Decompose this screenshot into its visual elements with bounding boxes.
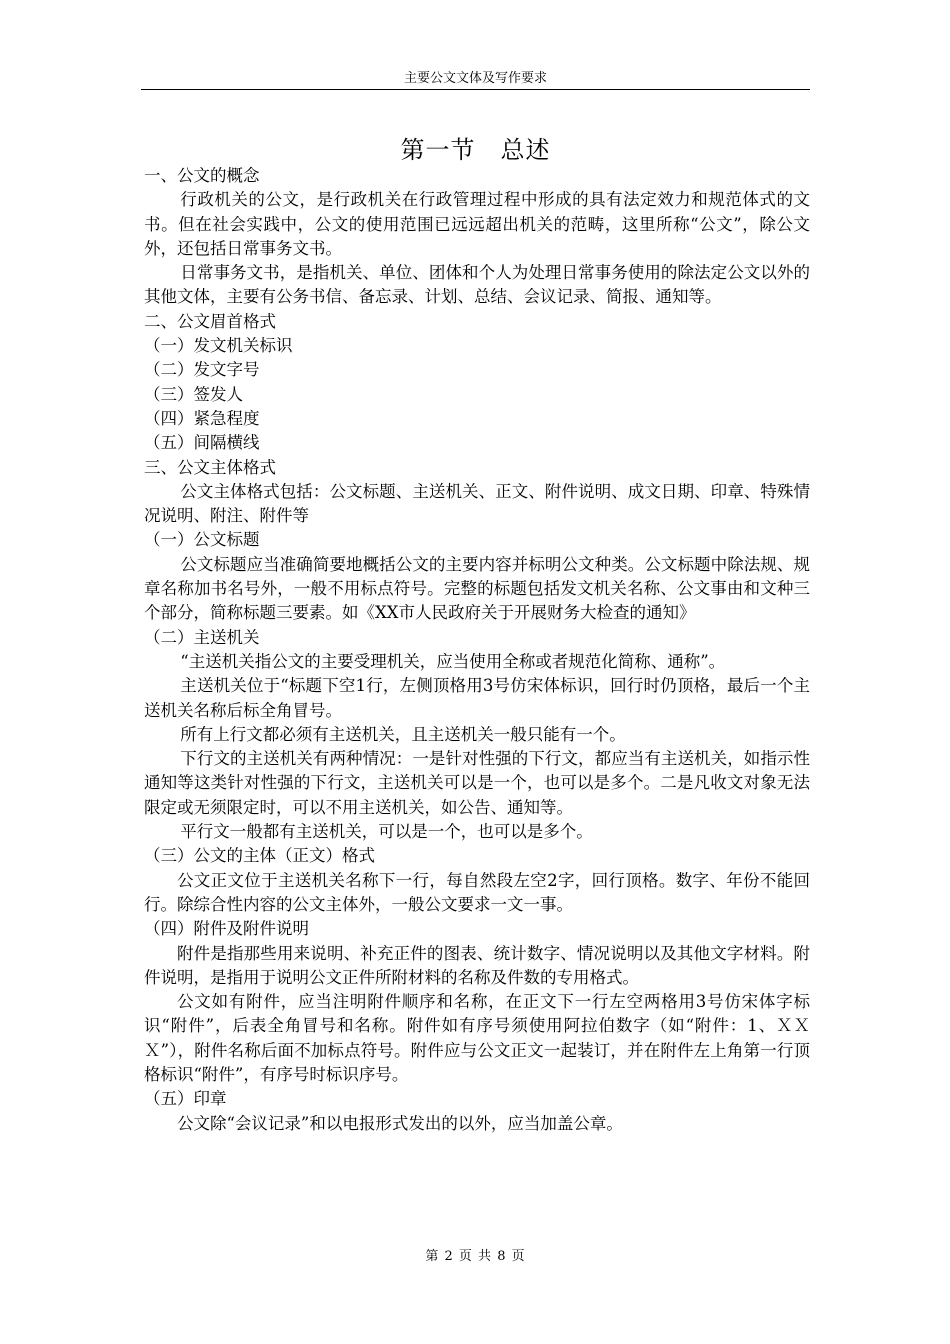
section-title: 第一节 总述	[400, 136, 551, 165]
page-header: 主要公文文体及写作要求	[403, 71, 547, 86]
subheading: （四）附件及附件说明	[144, 919, 309, 939]
heading-concept: 一、公文的概念	[144, 166, 260, 185]
document-body	[144, 164, 810, 1136]
paragraph: 公文除“会议记录”和以电报形式发出的以外，应当加盖公章。	[177, 1113, 623, 1133]
paragraph: 所有上行文都必须有主送机关，且主送机关一般只能有一个。	[180, 724, 626, 744]
paragraph: 下行文的主送机关有两种情况：一是针对性强的下行文，都应当有主送机关，如指示性通知等这类针对性强的下行文，主送机关可以是一个，也可以是多个。二是凡收文对象无法限定或无须限定时，可以不用主送机关，如公告、通知等。	[144, 749, 810, 817]
subheading: （二）主送机关	[144, 627, 260, 647]
paragraph: 公文正文位于主送机关名称下一行，每自然段左空2字，回行顶格。数字、年份不能回行。除综合性内容的公文主体外，一般公文要求一文一事。	[144, 870, 810, 914]
header-rule	[141, 89, 810, 90]
subheading: （三）签发人	[144, 384, 243, 404]
subheading: （五）间隔横线	[144, 433, 260, 453]
paragraph: 主送机关位于“标题下空1行，左侧顶格用3号仿宋体标识，回行时仍顶格，最后一个主送机关名称后标全角冒号。	[144, 676, 810, 720]
paragraph: 日常事务文书，是指机关、单位、团体和个人为处理日常事务使用的除法定公文以外的其他文体，主要有公务书信、备忘录、计划、总结、会议记录、简报、通知等。	[144, 263, 810, 307]
paragraph: 平行文一般都有主送机关，可以是一个，也可以是多个。	[180, 822, 593, 842]
paragraph: 行政机关的公文，是行政机关在行政管理过程中形成的具有法定效力和规范体式的文书。但在社会实践中，公文的使用范围已远远超出机关的范畴，这里所称“公文”，除公文外，还包括日常事务文书。	[144, 190, 810, 258]
subheading: （四）紧急程度	[144, 408, 260, 428]
paragraph: 附件是指那些用来说明、补充正件的图表、统计数字、情况说明以及其他文字材料。附件说明，是指用于说明公文正件所附材料的名称及件数的专用格式。	[144, 943, 810, 987]
subheading: （二）发文字号	[144, 360, 260, 380]
subheading: （一）公文标题	[144, 530, 260, 550]
page-number: 第 2 页 共 8 页	[425, 1249, 526, 1264]
heading-header-format: 二、公文眉首格式	[144, 311, 276, 331]
paragraph: 公文主体格式包括：公文标题、主送机关、正文、附件说明、成文日期、印章、特殊情况说明、附注、附件等	[144, 481, 810, 526]
paragraph: 公文标题应当准确简要地概括公文的主要内容并标明公文种类。公文标题中除法规、规章名称加书名号外，一般不用标点符号。完整的标题包括发文机关名称、公文事由和文种三个部分，简称标题三要素。如《XX市人民政府关于开展财务大检查的通知》	[144, 554, 810, 623]
subheading: （三）公文的主体（正文）格式	[144, 846, 375, 866]
subheading: （一）发文机关标识	[144, 336, 293, 356]
paragraph: “主送机关指公文的主要受理机关，应当使用全称或者规范化简称、通称”。	[180, 651, 726, 671]
paragraph: 公文如有附件，应当注明附件顺序和名称，在正文下一行左空两格用3号仿宋体字标识“附件”，后表全角冒号和名称。附件如有序号须使用阿拉伯数字（如“附件：1、ＸＸＸ”），附件名称后面不加标点符号。附件应与公文正文一起装订，并在附件左上角第一行顶格标识“附件”，有序号时标识序号。	[144, 992, 810, 1084]
subheading: （五）印章	[144, 1089, 227, 1109]
heading-body-format: 三、公文主体格式	[144, 457, 276, 477]
